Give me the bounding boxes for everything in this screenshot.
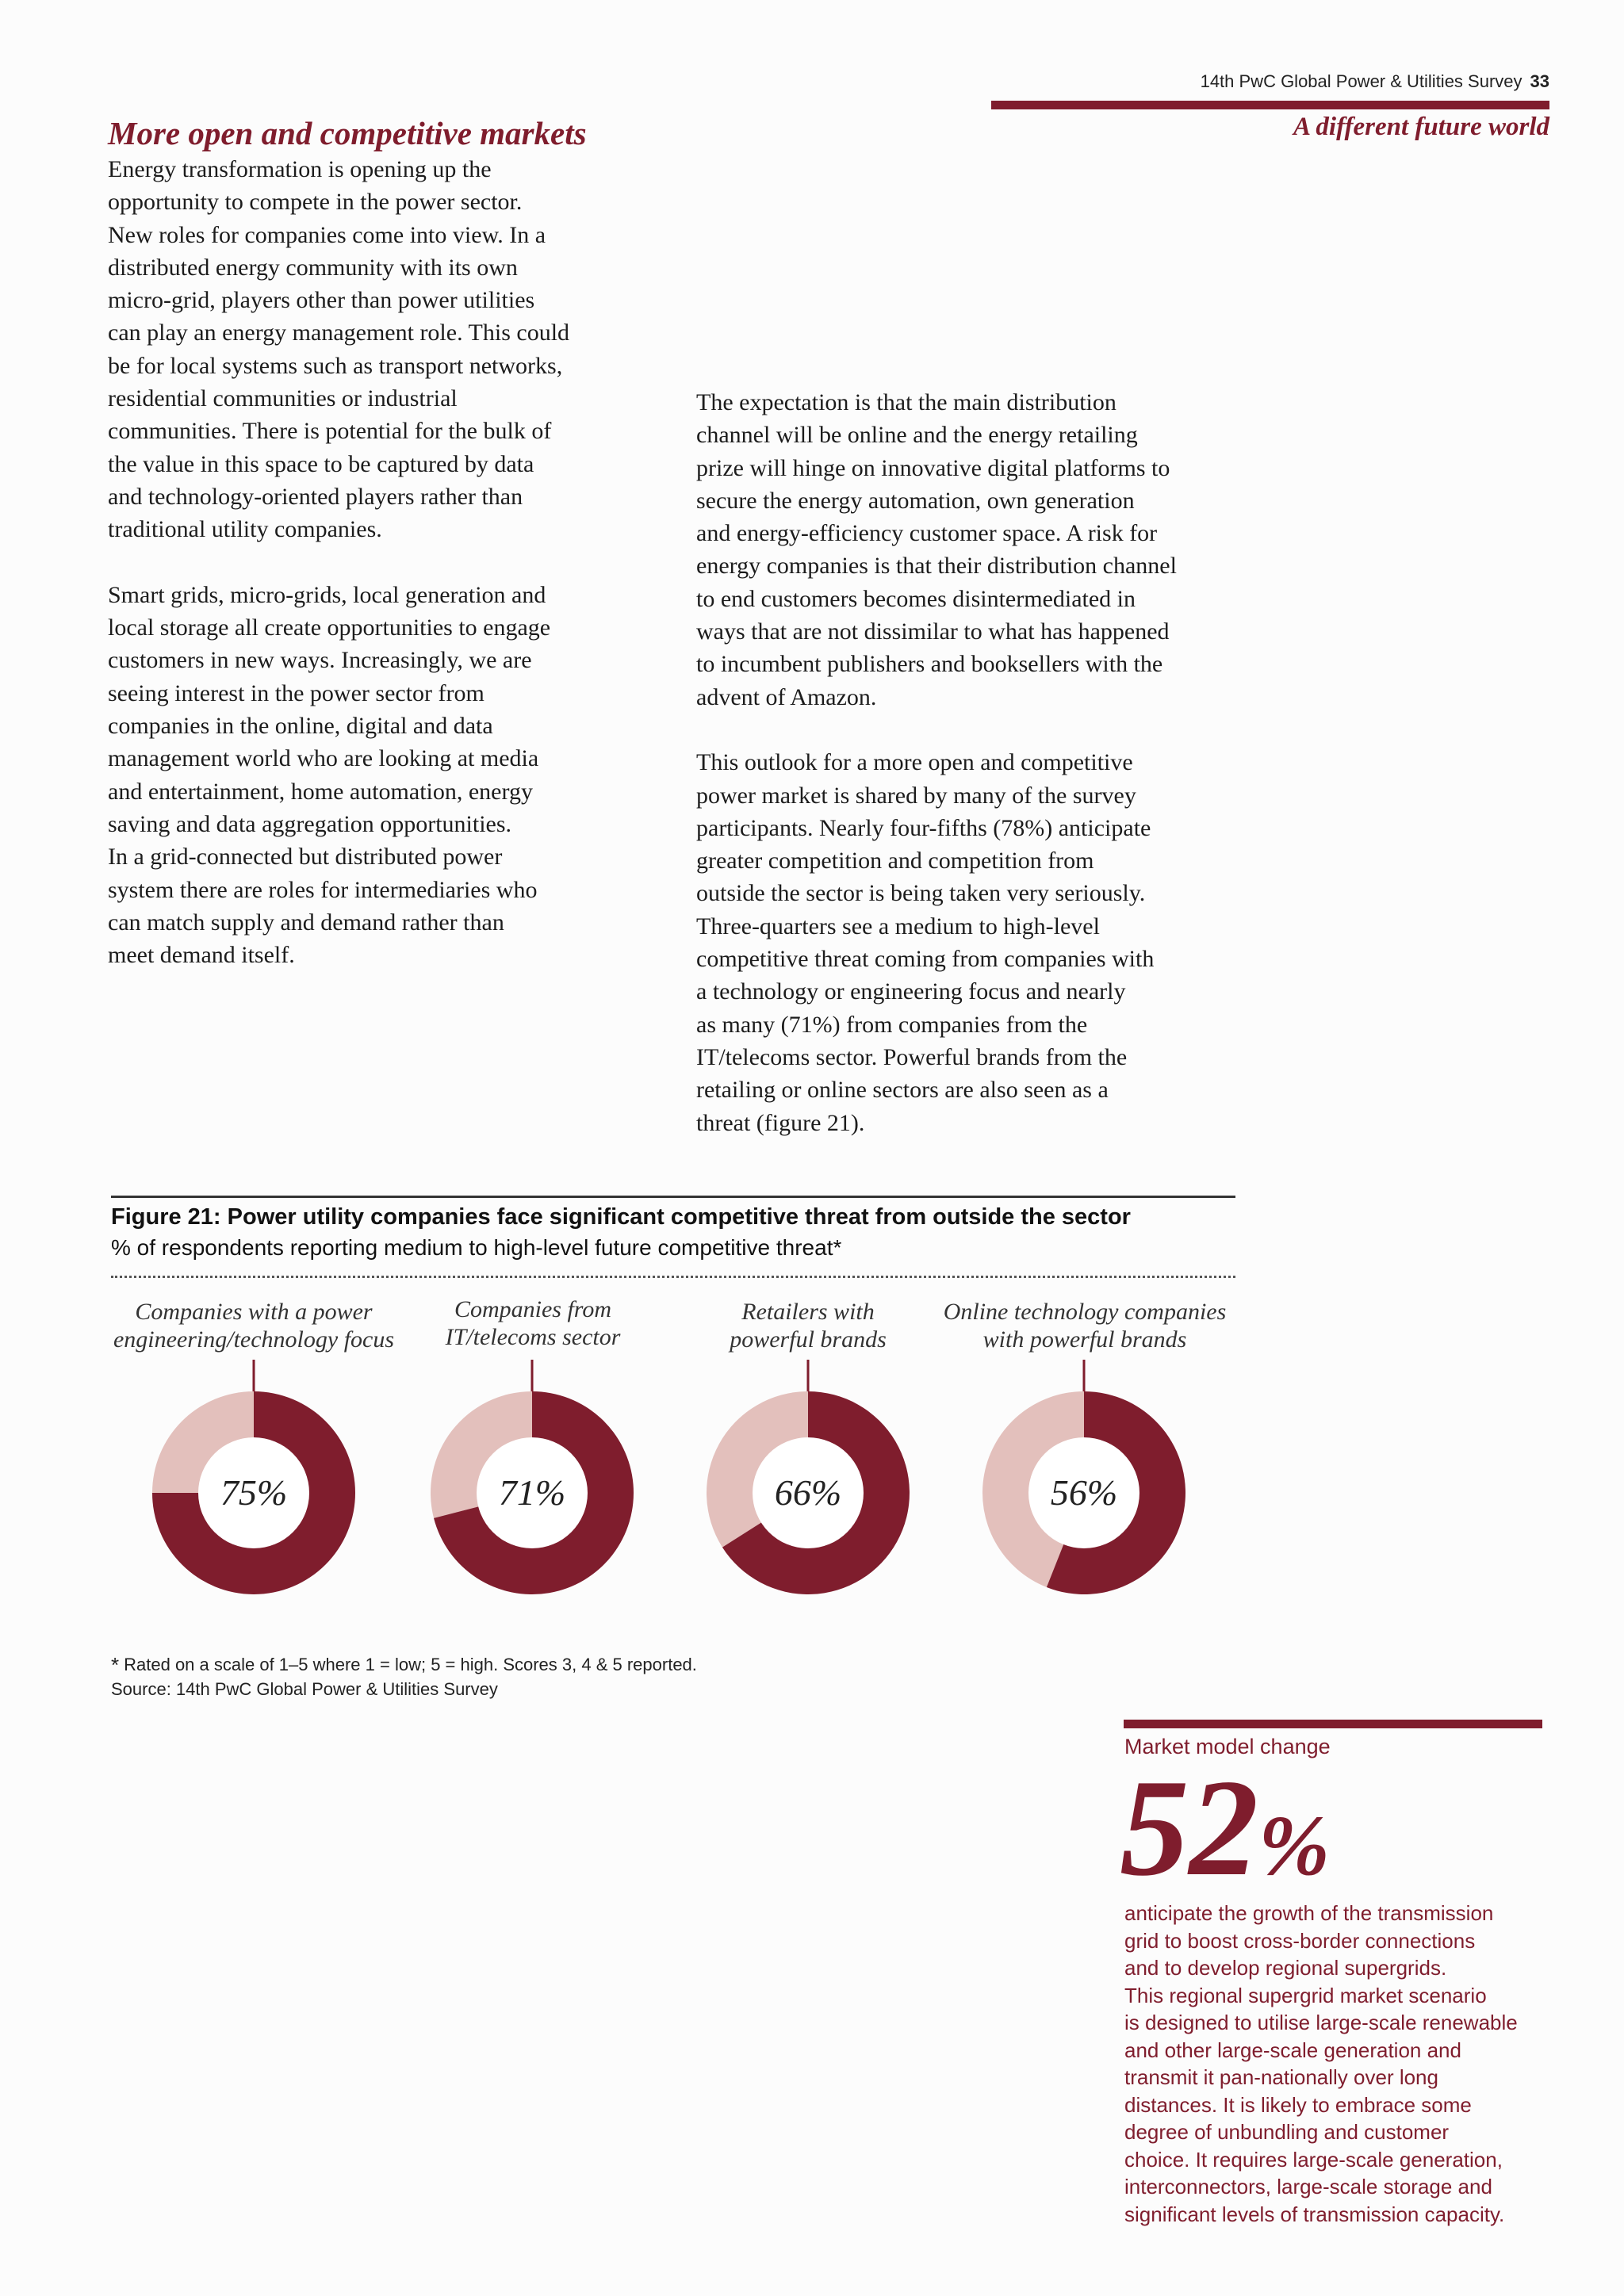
paragraph: Smart grids, micro-grids, local generation and local storage all create opportunities to engage customers in new ways. Increasingly, we are seeing interest in the power sector from companies in the online, digital and data management world who are looking at media and entertainment, home automation, energy saving and data aggregation opportunities. In a grid-connected but distributed power system there are roles for intermediaries who can match supply and demand rather than meet demand itself. xyxy=(108,581,551,969)
category-label: Companies with a power engineering/technology focus xyxy=(113,1299,395,1353)
article-title: More open and competitive markets xyxy=(108,115,587,151)
paragraph: This outlook for a more open and competitive power market is shared by many of the survey participants. Nearly four-fifths (78%) anticipate greater competition and competition from outside the sector is being taken very seriously. Three-quarters see a medium to high-level competitive threat coming from companies with a technology or engineering focus and nearly as many (71%) from companies from the IT/telecoms sector. Powerful brands from the retailing or online sectors are also seen as a threat (figure 21). xyxy=(696,749,1155,1136)
category-label: Companies from IT/telecoms sector xyxy=(445,1296,621,1350)
figure-footnote xyxy=(111,1653,697,1678)
paragraph: Energy transformation is opening up the opportunity to compete in the power sector. New roles for companies come into view. In a distributed energy community with its own micro-grid, players other than power utilities can play an energy management role. This could be for local systems such as transport networks, residential communities or industrial communities. There is potential for the bulk of the value in this space to be captured by data and technology-oriented players rather than traditional utility companies. xyxy=(108,156,570,543)
stat-number: 52 xyxy=(1120,1751,1258,1904)
figure-source: Source: 14th PwC Global Power & Utilities Survey xyxy=(111,1679,498,1699)
donut-value-label: 56% xyxy=(1050,1472,1118,1513)
donut-value-label: 66% xyxy=(774,1472,842,1513)
survey-name: 14th PwC Global Power & Utilities Survey xyxy=(1200,71,1522,91)
category-label: Retailers with powerful brands xyxy=(730,1299,887,1353)
sidebar-text: anticipate the growth of the transmission grid to boost cross-border connections and to develop regional supergrids. This regional supergrid market scenario is designed to utilise large-scale renewable and other large-scale generation and transmit it pan-nationally over long distances. It is likely to embrace some degree of unbundling and customer choice. It requires large-scale generation, interconnectors, large-scale storage and significant levels of transmission capacity. xyxy=(1124,1901,1518,2226)
stat-unit: % xyxy=(1258,1799,1330,1893)
figure-title: Figure 21: Power utility companies face significant competitive threat from outside the sector xyxy=(111,1204,1131,1230)
sidebar-rule xyxy=(1124,1720,1542,1728)
sidebar-stat xyxy=(1120,1752,1330,1922)
footnote-star: * xyxy=(111,1653,120,1677)
page-number: 33 xyxy=(1530,71,1549,91)
footnote-text: Rated on a scale of 1–5 where 1 = low; 5 = high. Scores 3, 4 & 5 reported. xyxy=(124,1655,697,1674)
donut-value-label: 75% xyxy=(220,1472,288,1513)
donut-value-label: 71% xyxy=(498,1472,566,1513)
paragraph: The expectation is that the main distribution channel will be online and the energy retailing prize will hinge on innovative digital platforms to secure the energy automation, own generation and energy-efficiency customer space. A risk for energy companies is that their distribution channel to end customers becomes disintermediated in ways that are not dissimilar to what has happened to incumbent publishers and booksellers with the advent of Amazon. xyxy=(696,389,1177,710)
category-label: Online technology companies with powerful brands xyxy=(943,1299,1227,1353)
figure-subtitle: % of respondents reporting medium to high-level future competitive threat* xyxy=(111,1235,842,1260)
sidebar-label: Market model change xyxy=(1124,1735,1331,1758)
section-name: A different future world xyxy=(1293,113,1549,141)
